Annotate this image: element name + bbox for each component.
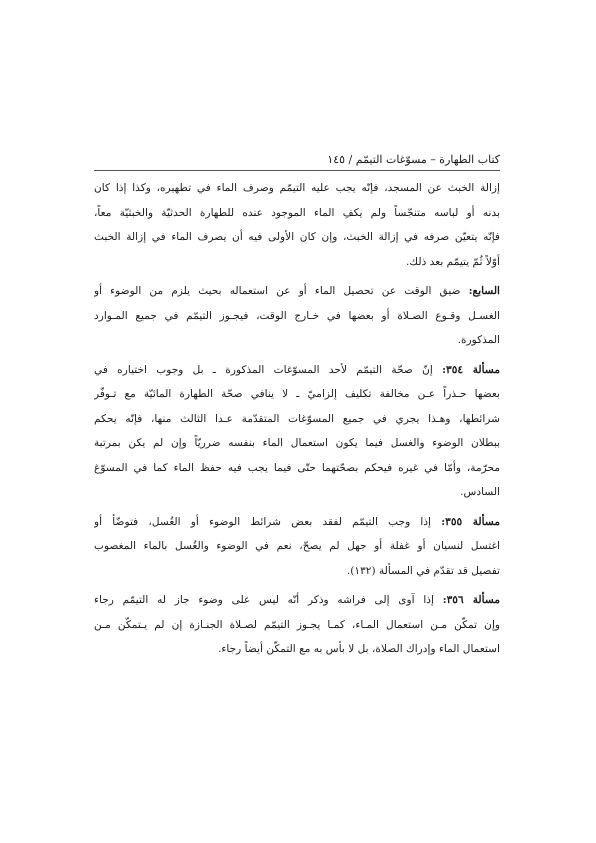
text-line: تفصيل قد تقدّم في المسألة (١٣٢).	[346, 564, 500, 577]
running-title: كتاب الطهارة – مسوّغات التيمّم / ١٤٥	[327, 153, 500, 166]
page-body	[94, 176, 500, 662]
text-line: ببطلان الوضوء والغسل فيما يكون استعمال الماء بنفسه ضرريّاً وإن لم يكن بمرتبة	[94, 437, 500, 449]
text-line: اغتسل لنسيان أو غفلة أو جهل لم يصحّ، نعم في الوضوء والغُسل بالماء المغصوب	[94, 540, 500, 552]
text-line	[94, 588, 500, 613]
paragraph	[94, 279, 500, 353]
text-run: ضيق الوقت عن تحصيل الماء أو عن استعماله بحيث يلزم من الوضوء أو	[94, 285, 469, 297]
paragraph	[94, 510, 500, 584]
text-line: استعمال الماء وإدراك الصلاة، بل لا بأس به مع التمكّن أيضاً رجاء.	[218, 643, 500, 655]
paragraph-keyword: مسألة ٣٥٤:	[442, 363, 500, 376]
paragraph-keyword: مسألة ٣٥٥:	[441, 515, 500, 528]
header-rule	[94, 170, 500, 171]
text-line: وإن تمكّن مـن استعمال المـاء، كمـا يجـوز التيمّم لصـلاة الجنـازة إن لم يـتمكّن مـن	[94, 618, 500, 631]
text-line: أوّلاً ثُمّ يتيمّم بعد ذلك.	[406, 255, 500, 268]
paragraph	[94, 588, 500, 662]
text-run: إذا وجب التيمّم لفقد بعض شرائط الوضوء أو الغُسل، فتوضّأ أو	[94, 515, 442, 528]
paragraph	[94, 358, 500, 505]
text-line	[94, 510, 500, 535]
text-line: الغسـل وقـوع الصـلاة أو بعضها في خـارج الوقت، فيجـوز التيمّم في جميع المـوارد	[94, 309, 500, 322]
paragraph-keyword: السابع:	[468, 285, 500, 297]
text-run: إذا آوى إلى فراشه وذكر أنّه ليس على وضوء جاز له التيمّم رجاء	[94, 594, 443, 606]
text-line: إزالة الخبث عن المسجد، فإنّه يجب عليه التيمّم وصرف الماء في تطهيره، وكذا إذا كان	[94, 182, 500, 194]
text-line: فإنّه يتعيّن صرفه في إزالة الخبث، وإن كان الأولى فيه أن يصرف الماء في إزالة الخبث	[94, 231, 500, 243]
text-line: محرّمة، وأمّا في غيره فيحكم بصحّتهما حتّى فيما يجب فيه حفظ الماء كما في المسوّغ	[94, 461, 500, 474]
text-line	[94, 279, 500, 304]
text-line: السادس.	[460, 486, 500, 498]
paragraph-keyword: مسألة ٣٥٦:	[442, 594, 500, 606]
text-run: إنّ صحّة التيمّم لأحد المسوّغات المذكورة ـ بل وجوب اختياره في	[94, 363, 443, 376]
text-line	[94, 358, 500, 383]
text-line: بدنه أو لباسه متنجّساً ولم يكفِ الماء الموجود عنده للطهارة الحدثيّة والخبثيّة معاً،	[94, 206, 500, 219]
text-line: بعضها حـذراً عـن مخالفة تكليف إلزاميّ ـ لا ينافي صحّة الطهارة المائيّة مع تـوفّر	[94, 388, 500, 400]
paragraph	[94, 176, 500, 274]
text-line: المذكورة.	[457, 334, 500, 346]
text-line: شرائطها، وهـذا يجري في جميع المسوّغات المتقدّمة عـدا الثالث منها، فإنّه يحكم	[94, 412, 500, 425]
running-header	[94, 152, 500, 168]
